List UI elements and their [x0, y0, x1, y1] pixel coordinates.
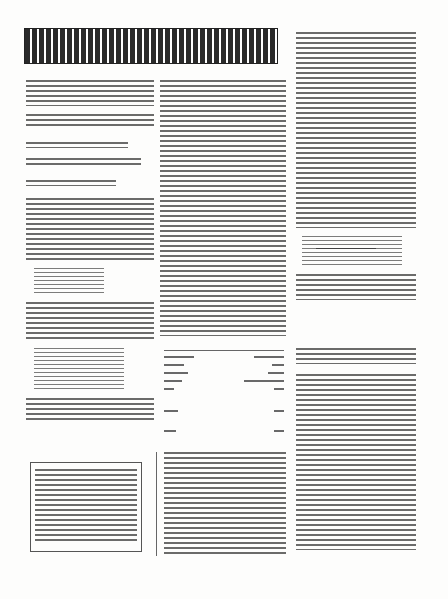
paragraph [160, 80, 286, 336]
equation-block [34, 268, 104, 296]
table-row [164, 356, 284, 359]
masthead-byline [70, 66, 270, 74]
equation-block [34, 348, 124, 392]
paragraph [296, 32, 416, 228]
right-column [296, 32, 416, 340]
equation-block [302, 236, 402, 266]
column-divider [156, 452, 157, 556]
boxed-notice [30, 462, 142, 552]
middle-lower-column [164, 452, 286, 556]
table-row [164, 430, 284, 433]
data-table [164, 350, 284, 442]
table-row [164, 380, 284, 383]
paragraph [296, 274, 416, 300]
author-signature [376, 312, 378, 320]
table-row [164, 388, 284, 391]
paragraph [26, 302, 154, 342]
table-rule [164, 350, 284, 351]
left-column [26, 80, 154, 444]
paragraph [26, 398, 154, 422]
table-row [164, 410, 284, 413]
paragraph [26, 80, 154, 106]
paragraph [26, 114, 154, 128]
author-signature [122, 428, 124, 436]
paragraph [26, 158, 141, 168]
journal-footer [330, 580, 420, 588]
paragraph [26, 180, 116, 186]
masthead-banner [24, 28, 278, 64]
paragraph [296, 374, 416, 550]
paragraph [164, 452, 286, 554]
paragraph [26, 198, 154, 262]
table-row [164, 364, 284, 367]
table-row [164, 372, 284, 375]
middle-column [160, 80, 286, 340]
paragraph [26, 142, 128, 148]
notice-text [35, 469, 137, 543]
right-lower-column [296, 348, 416, 558]
article-heading [296, 348, 416, 364]
